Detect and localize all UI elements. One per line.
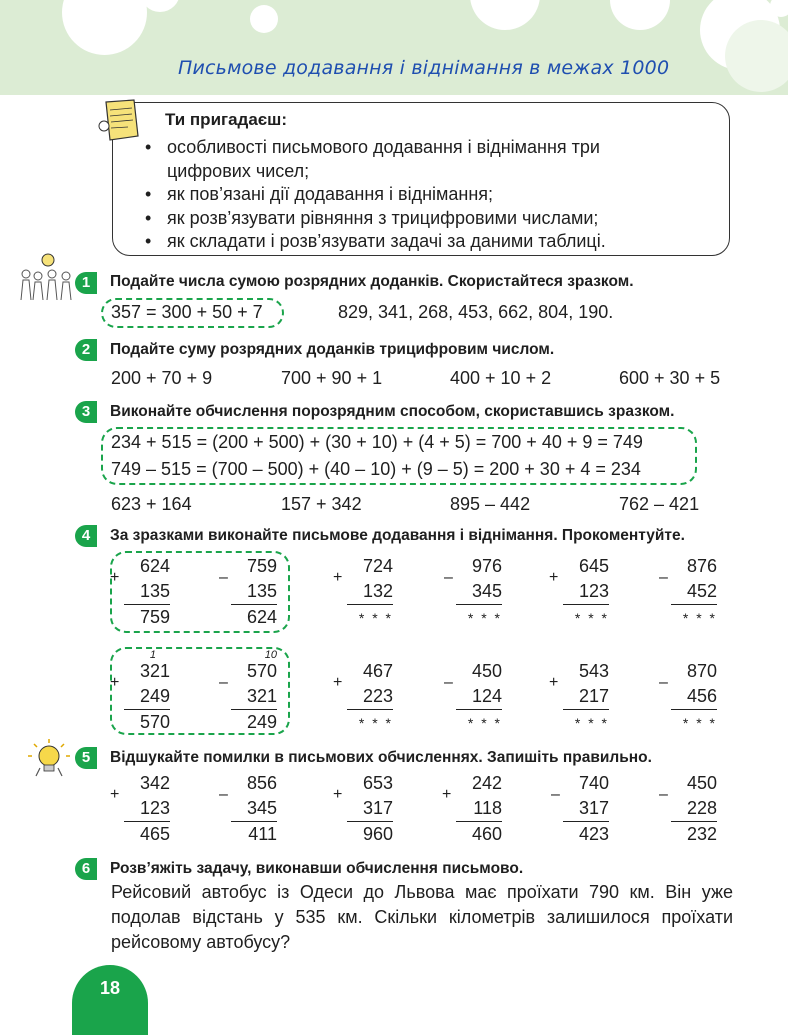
task-2-expression: 600 + 30 + 5 [619, 368, 721, 388]
minus-sign: – [659, 674, 668, 691]
result: * * * [574, 715, 609, 731]
operand-bottom: 223 [362, 686, 393, 706]
lightbulb-icon [26, 738, 72, 778]
column-calculation [333, 556, 393, 636]
operand-bottom: 452 [686, 581, 717, 601]
page-number-badge [72, 965, 148, 1035]
task-5-instruction: Відшукайте помилки в письмових обчисленнях. Запишіть правильно. [110, 749, 652, 766]
operand-bottom: 135 [246, 581, 277, 601]
column-calculation [333, 661, 393, 741]
plus-sign: + [333, 569, 343, 586]
column-calculation [110, 649, 170, 741]
task-2-instruction: Подайте суму розрядних доданків трицифровим числом. [110, 341, 555, 358]
task-3-example-subtraction: 749 – 515 = (700 – 500) + (40 – 10) + (9 – 5) = 200 + 30 + 4 = 234 [111, 459, 641, 479]
operand-bottom: 135 [139, 581, 170, 601]
result-line [124, 604, 170, 605]
task-number-6: 6 [75, 858, 97, 880]
result-line [456, 709, 502, 710]
operand-top: 876 [686, 556, 717, 576]
carry-digit: 1 [149, 649, 156, 661]
result: 759 [139, 607, 170, 627]
operand-bottom: 132 [362, 581, 393, 601]
result: 960 [362, 824, 393, 844]
operand-top: 976 [471, 556, 502, 576]
plus-sign: + [110, 569, 120, 586]
minus-sign: – [659, 786, 668, 803]
result: * * * [682, 610, 717, 626]
operand-top: 740 [578, 773, 609, 793]
column-calculation [333, 773, 393, 853]
result-line [456, 604, 502, 605]
column-calculation [549, 556, 609, 636]
result: 460 [471, 824, 502, 844]
result-line [347, 709, 393, 710]
task-number-1: 1 [75, 272, 97, 294]
result-line [671, 604, 717, 605]
minus-sign: – [219, 674, 228, 691]
result-line [563, 709, 609, 710]
operand-bottom: 345 [246, 798, 277, 818]
result: * * * [467, 715, 502, 731]
operand-bottom: 317 [362, 798, 393, 818]
minus-sign: – [219, 786, 228, 803]
operand-top: 624 [139, 556, 170, 576]
result: 249 [246, 712, 277, 732]
column-calculation [110, 556, 170, 636]
task-1-numbers: 829, 341, 268, 453, 662, 804, 190. [338, 302, 614, 322]
column-calculation [110, 773, 170, 853]
task-3-expression: 895 – 442 [450, 494, 531, 514]
column-calculation [217, 556, 277, 636]
operand-bottom: 317 [578, 798, 609, 818]
operand-top: 653 [362, 773, 393, 793]
operand-top: 870 [686, 661, 717, 681]
page-title: Письмове додавання і віднімання в межах 1000 [178, 57, 670, 79]
result-line [231, 604, 277, 605]
column-calculation [657, 773, 717, 853]
result-line [231, 821, 277, 822]
task-3-expression: 762 – 421 [619, 494, 700, 514]
operand-top: 342 [139, 773, 170, 793]
result-line [456, 821, 502, 822]
minus-sign: – [659, 569, 668, 586]
column-calculation [442, 661, 502, 741]
task-1-instruction: Подайте числа сумою розрядних доданків. Скористайтеся зразком. [110, 273, 634, 290]
plus-sign: + [549, 569, 559, 586]
reminder-heading: Ти пригадаєш: [165, 110, 288, 129]
operand-top: 724 [362, 556, 393, 576]
operand-top: 467 [362, 661, 393, 681]
operand-top: 450 [471, 661, 502, 681]
result: * * * [574, 610, 609, 626]
operand-top: 321 [139, 661, 170, 681]
operand-top: 570 [246, 661, 277, 681]
task-number-4: 4 [75, 525, 97, 547]
result-line [563, 604, 609, 605]
operand-top: 856 [246, 773, 277, 793]
operand-bottom: 228 [686, 798, 717, 818]
task-1-example: 357 = 300 + 50 + 7 [111, 302, 263, 322]
column-calculation [442, 773, 502, 853]
result-line [347, 604, 393, 605]
result: * * * [467, 610, 502, 626]
operand-bottom: 321 [246, 686, 277, 706]
task-4-instruction: За зразками виконайте письмове додавання і віднімання. Прокоментуйте. [110, 527, 685, 544]
task-6-problem: Рейсовий автобус із Одеси до Львова має проїхати 790 км. Він уже подолав відстань у 535 км. Скільки кілометрів залишилося проїхати рейсовому автобусу? [111, 882, 733, 952]
result: 570 [139, 712, 170, 732]
task-number-3: 3 [75, 401, 97, 423]
task-2-expression: 700 + 90 + 1 [281, 368, 383, 388]
column-calculation [657, 556, 717, 636]
result: * * * [682, 715, 717, 731]
result: * * * [358, 610, 393, 626]
result-line [231, 709, 277, 710]
result: 423 [578, 824, 609, 844]
plus-sign: + [110, 674, 120, 691]
result: 624 [246, 607, 277, 627]
task-3-expression: 623 + 164 [111, 494, 192, 514]
plus-sign: + [333, 786, 343, 803]
column-calculation [442, 556, 502, 636]
task-2-expression: 200 + 70 + 9 [111, 368, 213, 388]
plus-sign: + [110, 786, 120, 803]
result-line [671, 709, 717, 710]
plus-sign: + [549, 674, 559, 691]
operand-bottom: 345 [471, 581, 502, 601]
result-line [124, 821, 170, 822]
operand-top: 759 [246, 556, 277, 576]
column-calculation [217, 649, 277, 741]
task-3-example-addition: 234 + 515 = (200 + 500) + (30 + 10) + (4 + 5) = 700 + 40 + 9 = 749 [111, 432, 643, 452]
operand-top: 450 [686, 773, 717, 793]
operand-bottom: 118 [473, 798, 502, 818]
result: * * * [358, 715, 393, 731]
column-calculation [549, 661, 609, 741]
operand-bottom: 249 [139, 686, 170, 706]
people-idea-icon [18, 252, 76, 302]
result-line [563, 821, 609, 822]
task-number-2: 2 [75, 339, 97, 361]
operand-top: 543 [578, 661, 609, 681]
sticky-note-icon [98, 96, 142, 144]
task-number-5: 5 [75, 747, 97, 769]
minus-sign: – [551, 786, 560, 803]
result-line [124, 709, 170, 710]
result-line [671, 821, 717, 822]
result: 465 [139, 824, 170, 844]
header-band [0, 0, 788, 95]
task-3-instruction: Виконайте обчислення порозрядним способом, скориставшись зразком. [110, 403, 675, 420]
column-calculation [657, 661, 717, 741]
task-3-expression: 157 + 342 [281, 494, 362, 514]
carry-digit: 10 [264, 649, 277, 661]
column-calculation [549, 773, 609, 853]
reminder-item-continued: цифрових чисел; [167, 161, 310, 181]
operand-bottom: 456 [686, 686, 717, 706]
result: 232 [686, 824, 717, 844]
column-calculation [217, 773, 277, 853]
task-2-expression: 400 + 10 + 2 [450, 368, 552, 388]
operand-top: 242 [471, 773, 502, 793]
plus-sign: + [442, 786, 452, 803]
operand-bottom: 217 [578, 686, 609, 706]
operand-bottom: 123 [139, 798, 170, 818]
page-number: 18 [99, 978, 121, 998]
result-line [347, 821, 393, 822]
minus-sign: – [219, 569, 228, 586]
minus-sign: – [444, 674, 453, 691]
plus-sign: + [333, 674, 343, 691]
task-6-instruction: Розв’яжіть задачу, виконавши обчислення письмово. [110, 860, 524, 877]
operand-bottom: 123 [578, 581, 609, 601]
operand-top: 645 [578, 556, 609, 576]
operand-bottom: 124 [471, 686, 502, 706]
result: 411 [248, 824, 277, 844]
minus-sign: – [444, 569, 453, 586]
